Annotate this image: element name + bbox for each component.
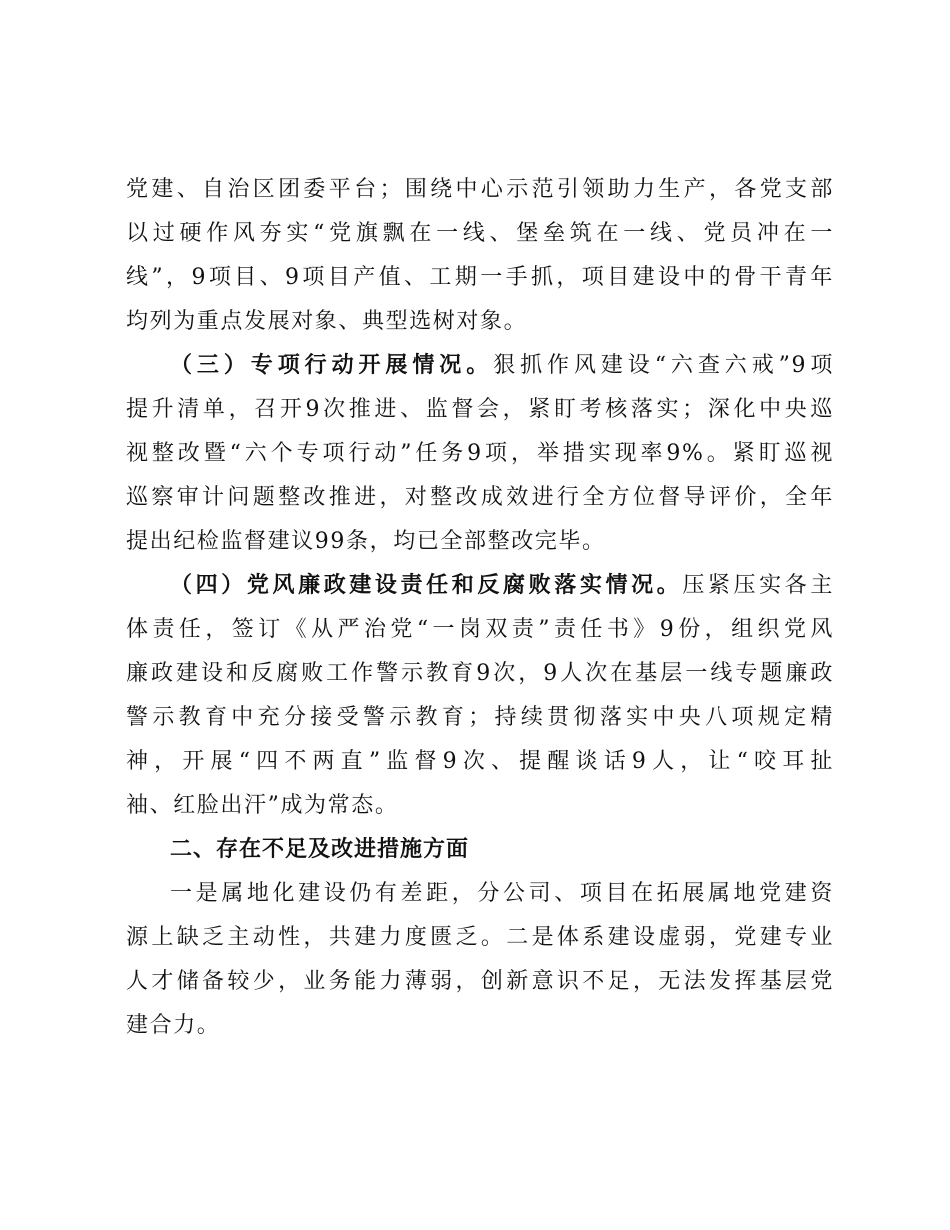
text-line: 廉政建设和反腐败工作警示教育9次，9人次在基层一线专题廉政 [126, 661, 834, 686]
text-line: 提升清单，召开9次推进、监督会，紧盯考核落实；深化中央巡 [126, 397, 834, 422]
text-line: 警示教育中充分接受警示教育；持续贯彻落实中央八项规定精 [126, 705, 834, 730]
text-line: 源上缺乏主动性，共建力度匮乏。二是体系建设虚弱，党建专业 [126, 925, 834, 950]
text-line: 建合力。 [126, 1013, 221, 1038]
text-run: 压紧压实各主 [682, 573, 834, 598]
text-line: 提出纪检监督建议99条，均已全部整改完毕。 [126, 529, 606, 554]
text-line: 视整改暨“六个专项行动”任务9项，举措实现率9%。紧盯巡视 [126, 441, 834, 466]
text-line: 神，开展“四不两直”监督9次、提醒谈话9人，让“咬耳扯 [126, 749, 834, 774]
paragraph-party-building [126, 168, 834, 344]
text-line [126, 344, 834, 388]
text-line: 巡察审计问题整改推进，对整改成效进行全方位督导评价，全年 [126, 485, 834, 510]
text-line: 以过硬作风夯实“党旗飘在一线、堡垒筑在一线、党员冲在一 [126, 221, 834, 246]
text-line: 袖、红脸出汗”成为常态。 [126, 793, 399, 818]
paragraph-anti-corruption [126, 564, 834, 828]
paragraph-special-actions [126, 344, 834, 564]
text-line: 一是属地化建设仍有差距，分公司、项目在拓展属地党建资 [170, 881, 834, 906]
section-heading: 二、存在不足及改进措施方面 [170, 837, 470, 862]
text-line: 党建、自治区团委平台；围绕中心示范引领助力生产，各党支部 [126, 177, 834, 202]
paragraph-lead: （三）专项行动开展情况。 [170, 353, 494, 378]
text-line: 线”，9项目、9项目产值、工期一手抓，项目建设中的骨干青年 [126, 265, 834, 290]
text-line: 均列为重点发展对象、典型选树对象。 [126, 309, 528, 334]
text-line: 体责任，签订《从严治党“一岗双责”责任书》9份，组织党风 [126, 617, 834, 642]
paragraph-lead: （四）党风廉政建设责任和反腐败落实情况。 [170, 573, 683, 598]
document-body [126, 168, 834, 1048]
paragraph-shortcomings [126, 872, 834, 1048]
text-run: 狠抓作风建设“六查六戒”9项 [493, 353, 834, 378]
text-line [126, 564, 834, 608]
text-line: 人才储备较少，业务能力薄弱，创新意识不足，无法发挥基层党 [126, 969, 834, 994]
